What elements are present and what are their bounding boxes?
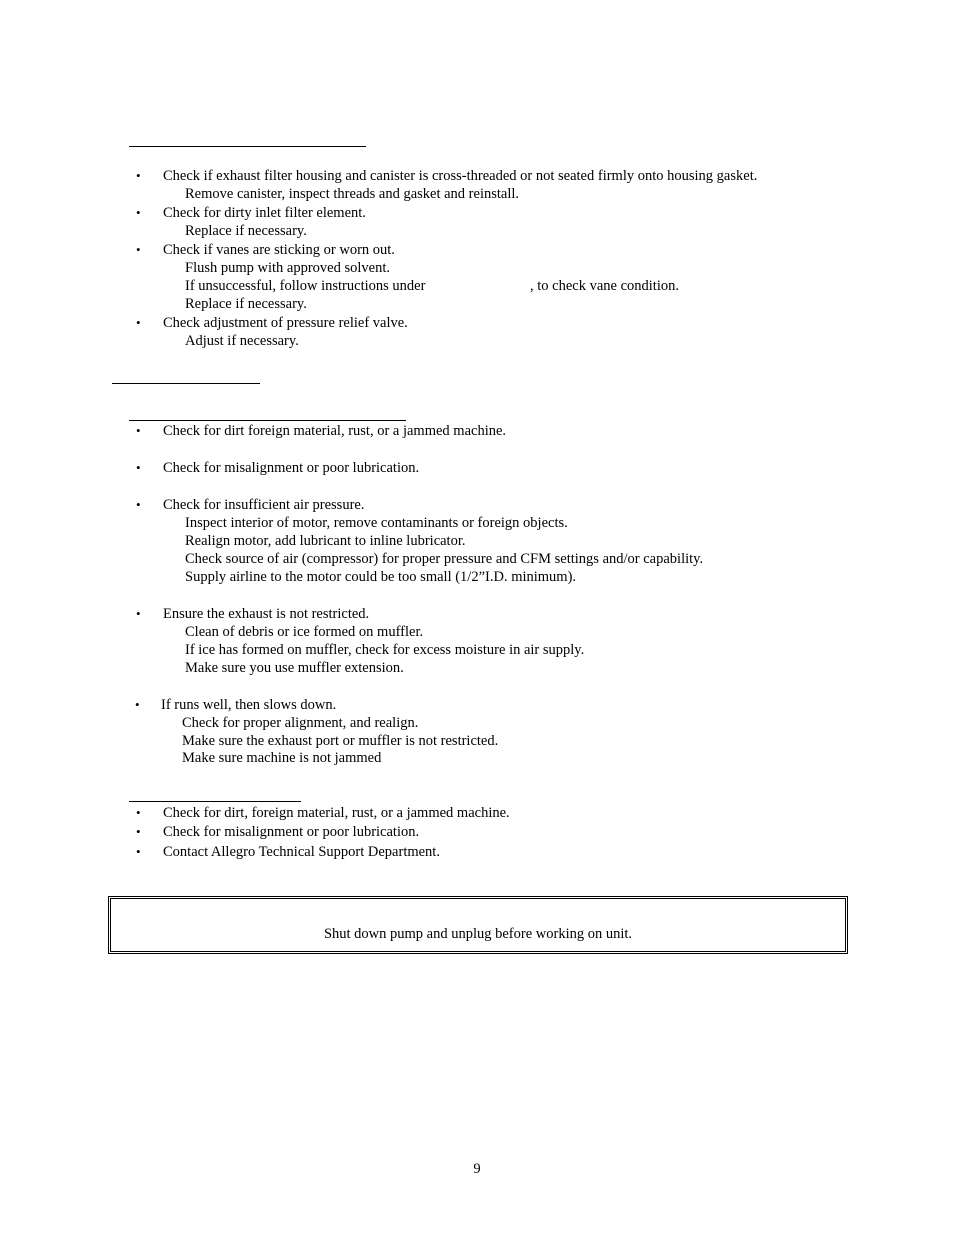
warning-text: Shut down pump and unplug before working on unit.	[323, 926, 633, 942]
s2-item-5-sub-2: Make sure the exhaust port or muffler is not restricted.	[182, 733, 499, 749]
bullet: •	[136, 242, 141, 257]
section2-subheading-rule	[129, 420, 406, 421]
section1-heading-rule	[129, 146, 366, 147]
bullet: •	[136, 824, 141, 839]
s1-item-3-sub-1: Flush pump with approved solvent.	[185, 260, 391, 276]
s2-item-4-sub-1: Clean of debris or ice formed on muffler.	[185, 624, 424, 640]
s2-item-3: Check for insufficient air pressure.	[163, 497, 365, 513]
s1-item-4: Check adjustment of pressure relief valve.	[163, 315, 408, 331]
page-number: 9	[473, 1161, 481, 1177]
s1-item-3: Check if vanes are sticking or worn out.	[163, 242, 395, 258]
s2-item-5-sub-3: Make sure machine is not jammed	[182, 750, 382, 766]
bullet: •	[136, 423, 141, 438]
bullet: •	[136, 168, 141, 183]
s1-item-2: Check for dirty inlet filter element.	[163, 205, 366, 221]
warning-box	[108, 896, 848, 954]
bullet: •	[136, 497, 141, 512]
s2-item-4-sub-2: If ice has formed on muffler, check for excess moisture in air supply.	[185, 642, 585, 658]
bullet: •	[136, 606, 141, 621]
s2-item-3-sub-1: Inspect interior of motor, remove contaminants or foreign objects.	[185, 515, 568, 531]
s3-item-1: Check for dirt, foreign material, rust, or a jammed machine.	[163, 805, 510, 821]
s1-item-2-sub-1: Replace if necessary.	[185, 223, 307, 239]
s1-item-1: Check if exhaust filter housing and canister is cross-threaded or not seated firmly onto housing gasket.	[163, 168, 758, 184]
section3-heading-rule	[129, 801, 301, 802]
s2-item-3-sub-4: Supply airline to the motor could be too small (1/2”I.D. minimum).	[185, 569, 577, 585]
s1-item-3-sub-2a: If unsuccessful, follow instructions under	[185, 278, 426, 294]
s2-item-3-sub-3: Check source of air (compressor) for proper pressure and CFM settings and/or capability.	[185, 551, 704, 567]
bullet: •	[136, 315, 141, 330]
s2-item-1: Check for dirt foreign material, rust, or a jammed machine.	[163, 423, 507, 439]
s2-item-2: Check for misalignment or poor lubrication.	[163, 460, 420, 476]
bullet: •	[135, 697, 140, 712]
bullet: •	[136, 205, 141, 220]
bullet: •	[136, 805, 141, 820]
s1-item-3-sub-3: Replace if necessary.	[185, 296, 307, 312]
s2-item-5: If runs well, then slows down.	[161, 697, 337, 713]
s1-item-3-sub-2b: , to check vane condition.	[530, 278, 679, 294]
s3-item-2: Check for misalignment or poor lubrication.	[163, 824, 420, 840]
s2-item-3-sub-2: Realign motor, add lubricant to inline lubricator.	[185, 533, 466, 549]
s1-item-1-sub-1: Remove canister, inspect threads and gasket and reinstall.	[185, 186, 520, 202]
bullet: •	[136, 844, 141, 859]
section2-heading-rule	[112, 383, 260, 384]
s2-item-4-sub-3: Make sure you use muffler extension.	[185, 660, 404, 676]
bullet: •	[136, 460, 141, 475]
s3-item-3: Contact Allegro Technical Support Department.	[163, 844, 440, 860]
s2-item-5-sub-1: Check for proper alignment, and realign.	[182, 715, 419, 731]
s2-item-4: Ensure the exhaust is not restricted.	[163, 606, 370, 622]
s1-item-4-sub-1: Adjust if necessary.	[185, 333, 299, 349]
